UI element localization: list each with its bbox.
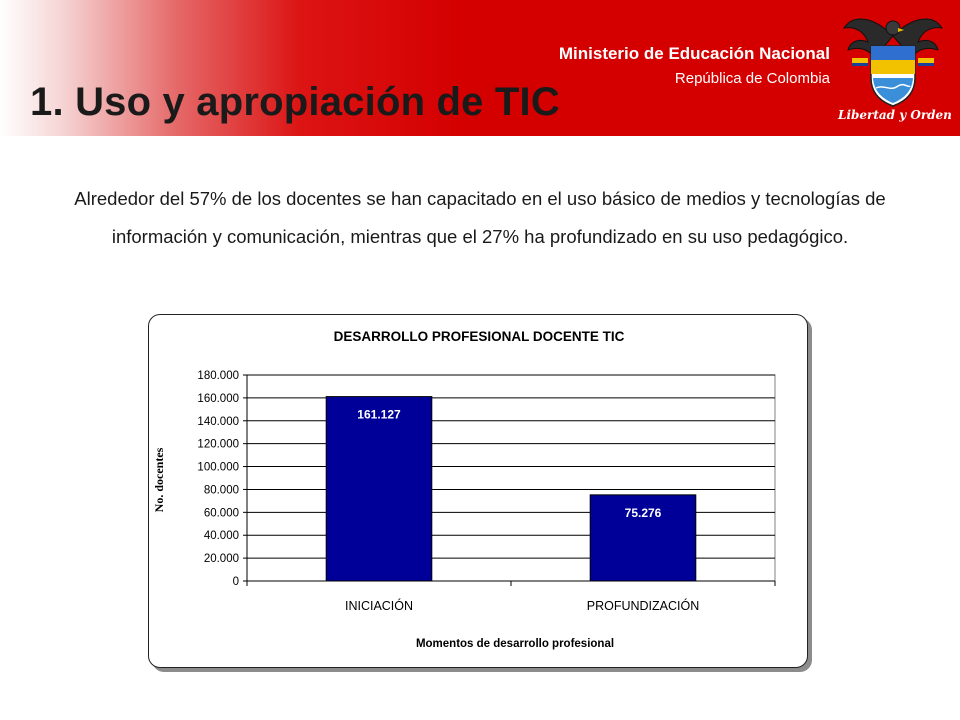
y-axis-label: No. docentes [152, 447, 166, 513]
y-tick-label: 120.000 [197, 438, 239, 451]
y-tick-label: 20.000 [203, 553, 239, 566]
y-tick-label: 0 [232, 576, 239, 588]
chart-container [148, 314, 808, 668]
bar-1 [326, 397, 432, 581]
header-banner [0, 0, 960, 136]
ministry-name: Ministerio de Educación Nacional [558, 44, 830, 63]
x-tick-label: PROFUNDIZACIÓN [586, 599, 700, 613]
y-tick-label: 180.000 [197, 370, 239, 382]
bar-chart [149, 315, 807, 667]
page-title: 1. Uso y apropiación de TIC [30, 80, 560, 124]
y-tick-label: 140.000 [197, 415, 239, 428]
republic-name: República de Colombia [674, 70, 830, 87]
x-axis-label: Momentos de desarrollo profesional [415, 638, 615, 650]
chart-title: DESARROLLO PROFESIONAL DOCENTE TIC [333, 329, 625, 344]
y-tick-label: 60.000 [203, 507, 239, 520]
intro-paragraph: Alrededor del 57% de los docentes se han capacitado en el uso básico de medios y tecnologías de información y comunicación, mientras que el 27% ha profundizado en su uso pedagógico. [74, 188, 886, 247]
x-tick-label: INICIACIÓN [344, 599, 414, 613]
data-label: 75.276 [624, 505, 662, 520]
y-tick-label: 100.000 [197, 461, 239, 474]
y-tick-label: 40.000 [203, 530, 239, 543]
y-tick-label: 80.000 [203, 484, 239, 497]
y-tick-label: 160.000 [197, 392, 239, 405]
motto: Libertad y Orden [838, 108, 952, 122]
data-label: 161.127 [357, 407, 401, 422]
